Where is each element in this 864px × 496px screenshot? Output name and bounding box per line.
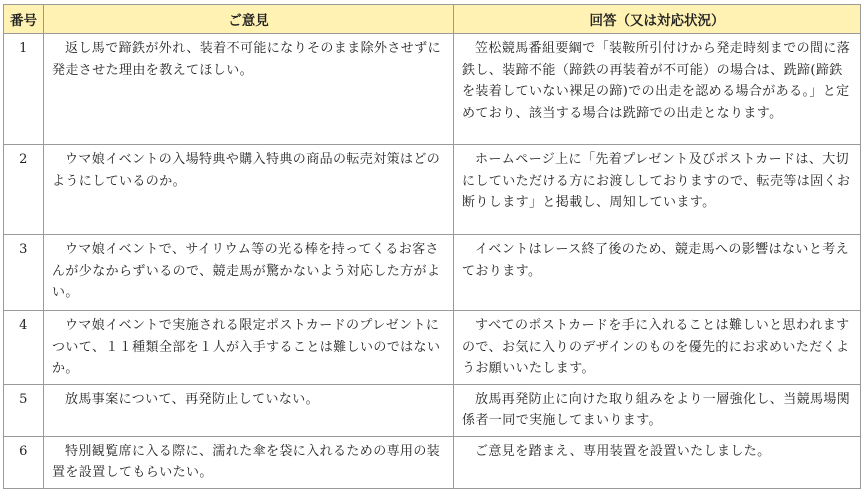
header-number: 番号 [4, 5, 44, 34]
table-row [4, 145, 861, 235]
row-number: 4 [4, 311, 44, 385]
row-number: 6 [4, 436, 44, 488]
row-number: 2 [4, 145, 44, 235]
row-opinion: 返し馬で蹄鉄が外れ、装着不可能になりそのまま除外させずに発走させた理由を教えてほしい。 [44, 34, 454, 145]
row-opinion: ウマ娘イベントで、サイリウム等の光る棒を持ってくるお客さんが少なからずいるので、競走馬が驚かないよう対応した方がよい。 [44, 235, 454, 311]
row-response: ホームページ上に「先着プレゼント及びポストカードは、大切にしていただける方にお渡ししておりますので、転売等は固くお断りします」と掲載し、周知しています。 [454, 145, 861, 235]
row-number: 5 [4, 384, 44, 436]
table-row [4, 235, 861, 311]
table-header-row [4, 5, 861, 34]
row-opinion: ウマ娘イベントで実施される限定ポストカードのプレゼントについて、１１種類全部を１人が入手することは難しいのではないか。 [44, 311, 454, 385]
header-response: 回答（又は対応状況） [454, 5, 861, 34]
row-number: 3 [4, 235, 44, 311]
row-response: ご意見を踏まえ、専用装置を設置いたしました。 [454, 436, 861, 488]
opinion-response-table [3, 4, 861, 489]
opinion-table-container [3, 4, 860, 489]
row-response: イベントはレース終了後のため、競走馬への影響はないと考えております。 [454, 235, 861, 311]
header-opinion: ご意見 [44, 5, 454, 34]
table-row [4, 311, 861, 385]
table-row [4, 436, 861, 488]
row-response: すべてのポストカードを手に入れることは難しいと思われますので、お気に入りのデザインのものを優先的にお求めいただくようお願いいたします。 [454, 311, 861, 385]
table-row [4, 34, 861, 145]
row-response: 笠松競馬番組要綱で「装鞍所引付けから発走時刻までの間に落鉄し、装蹄不能（蹄鉄の再装着が不可能）の場合は、跣蹄(蹄鉄を装着していない裸足の蹄)での出走を認める場合がある。」と定めており、該当する場合は跣蹄での出走となります。 [454, 34, 861, 145]
row-opinion: 放馬事案について、再発防止していない。 [44, 384, 454, 436]
row-opinion: 特別観覧席に入る際に、濡れた傘を袋に入れるための専用の装置を設置してもらいたい。 [44, 436, 454, 488]
table-row [4, 384, 861, 436]
row-number: 1 [4, 34, 44, 145]
row-response: 放馬再発防止に向けた取り組みをより一層強化し、当競馬場関係者一同で実施してまいります。 [454, 384, 861, 436]
row-opinion: ウマ娘イベントの入場特典や購入特典の商品の転売対策はどのようにしているのか。 [44, 145, 454, 235]
